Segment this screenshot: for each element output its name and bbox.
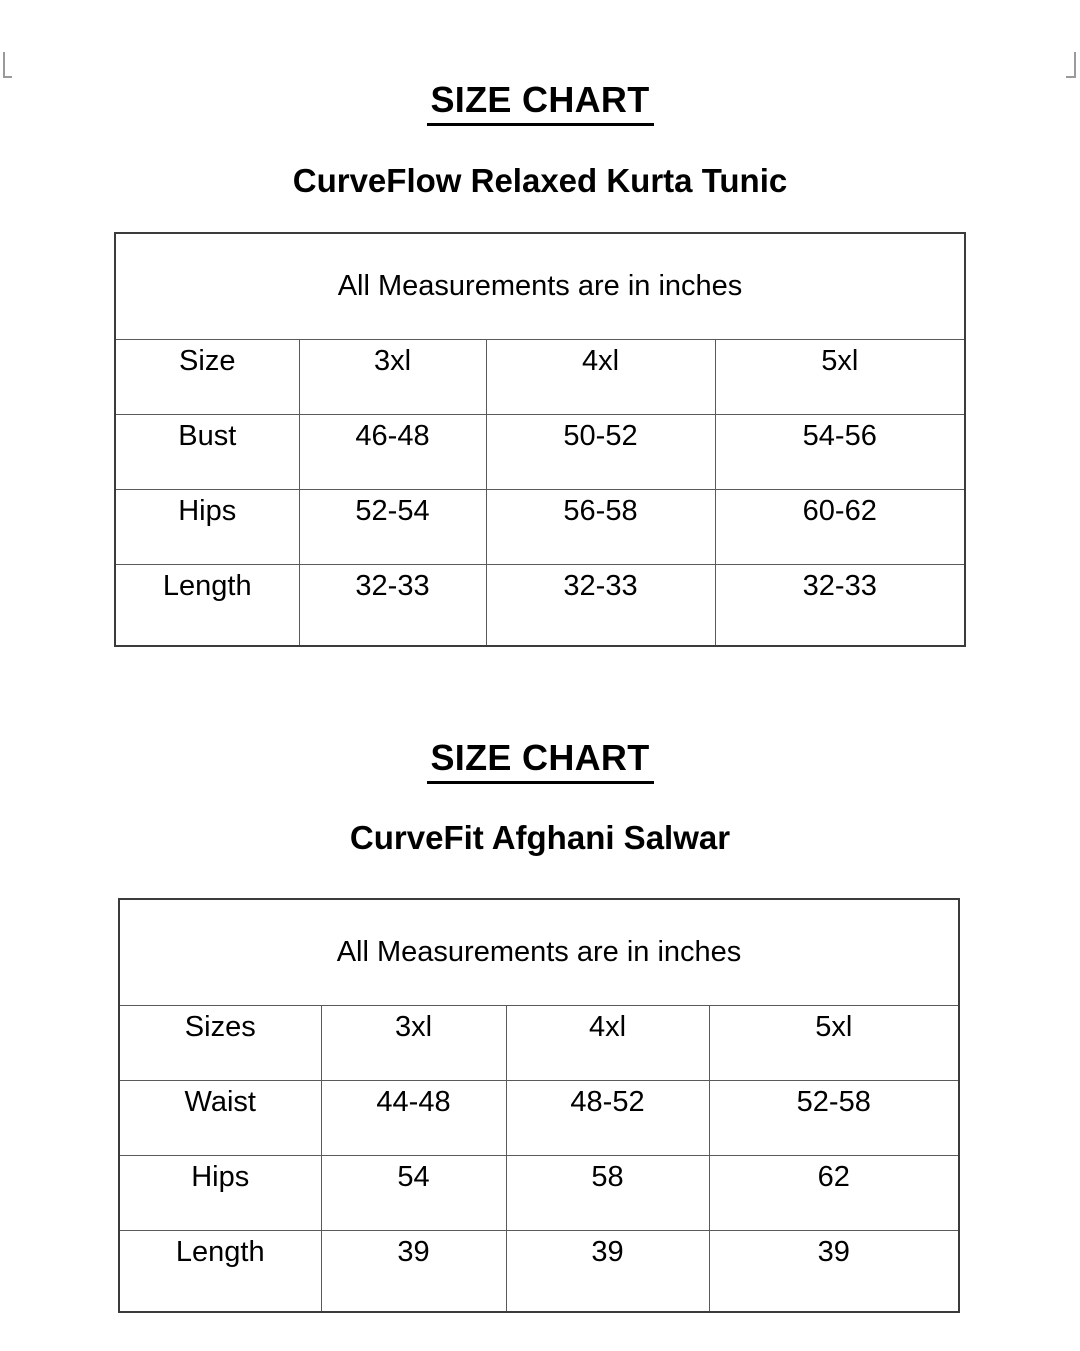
table-banner-row [115, 233, 965, 340]
cell-bust-5xl: 54-56 [715, 415, 965, 490]
cell-waist-4xl: 48-52 [506, 1081, 709, 1156]
page-title-kurta-text: SIZE CHART [427, 79, 654, 126]
page-title-salwar-text: SIZE CHART [427, 737, 654, 784]
cell-length-3xl: 32-33 [299, 565, 486, 647]
cell-hips-5xl: 62 [709, 1156, 959, 1231]
size-chart-section-salwar [0, 737, 1080, 856]
cell-hips-4xl: 58 [506, 1156, 709, 1231]
table-header-row [119, 1006, 959, 1081]
cell-bust-4xl: 50-52 [486, 415, 715, 490]
column-header-4xl: 4xl [506, 1006, 709, 1081]
measurement-unit-note: All Measurements are in inches [115, 233, 965, 340]
column-header-5xl: 5xl [715, 340, 965, 415]
crop-mark-top-right-foot [1066, 76, 1075, 78]
cell-waist-3xl: 44-48 [321, 1081, 506, 1156]
column-header-5xl: 5xl [709, 1006, 959, 1081]
crop-mark-top-left [3, 52, 5, 78]
table-row [119, 1156, 959, 1231]
cell-waist-5xl: 52-58 [709, 1081, 959, 1156]
table-row [119, 1081, 959, 1156]
column-header-size: Size [115, 340, 299, 415]
size-chart-section-kurta [0, 79, 1080, 199]
table-banner-row [119, 899, 959, 1006]
column-header-sizes: Sizes [119, 1006, 321, 1081]
table-row [119, 1231, 959, 1313]
column-header-3xl: 3xl [321, 1006, 506, 1081]
row-label-length: Length [115, 565, 299, 647]
cell-length-5xl: 32-33 [715, 565, 965, 647]
product-name-salwar: CurveFit Afghani Salwar [349, 819, 731, 856]
crop-mark-top-left-foot [3, 76, 12, 78]
measurement-unit-note: All Measurements are in inches [119, 899, 959, 1006]
cell-length-4xl: 32-33 [486, 565, 715, 647]
cell-length-3xl: 39 [321, 1231, 506, 1313]
size-table-wrap-salwar [0, 898, 1080, 1313]
table-row [115, 415, 965, 490]
row-label-waist: Waist [119, 1081, 321, 1156]
row-label-length: Length [119, 1231, 321, 1313]
cell-hips-4xl: 56-58 [486, 490, 715, 565]
row-label-bust: Bust [115, 415, 299, 490]
column-header-3xl: 3xl [299, 340, 486, 415]
row-label-hips: Hips [119, 1156, 321, 1231]
cell-length-5xl: 39 [709, 1231, 959, 1313]
product-name-kurta: CurveFlow Relaxed Kurta Tunic [292, 162, 788, 199]
size-table-salwar [118, 898, 960, 1313]
cell-bust-3xl: 46-48 [299, 415, 486, 490]
column-header-4xl: 4xl [486, 340, 715, 415]
cell-hips-5xl: 60-62 [715, 490, 965, 565]
table-row [115, 490, 965, 565]
crop-mark-top-right [1074, 52, 1076, 78]
table-header-row [115, 340, 965, 415]
cell-hips-3xl: 54 [321, 1156, 506, 1231]
page-title-kurta [0, 79, 1080, 120]
size-table-kurta [114, 232, 966, 647]
size-table-wrap-kurta [0, 232, 1080, 647]
cell-hips-3xl: 52-54 [299, 490, 486, 565]
row-label-hips: Hips [115, 490, 299, 565]
page-title-salwar [0, 737, 1080, 778]
cell-length-4xl: 39 [506, 1231, 709, 1313]
table-row [115, 565, 965, 647]
